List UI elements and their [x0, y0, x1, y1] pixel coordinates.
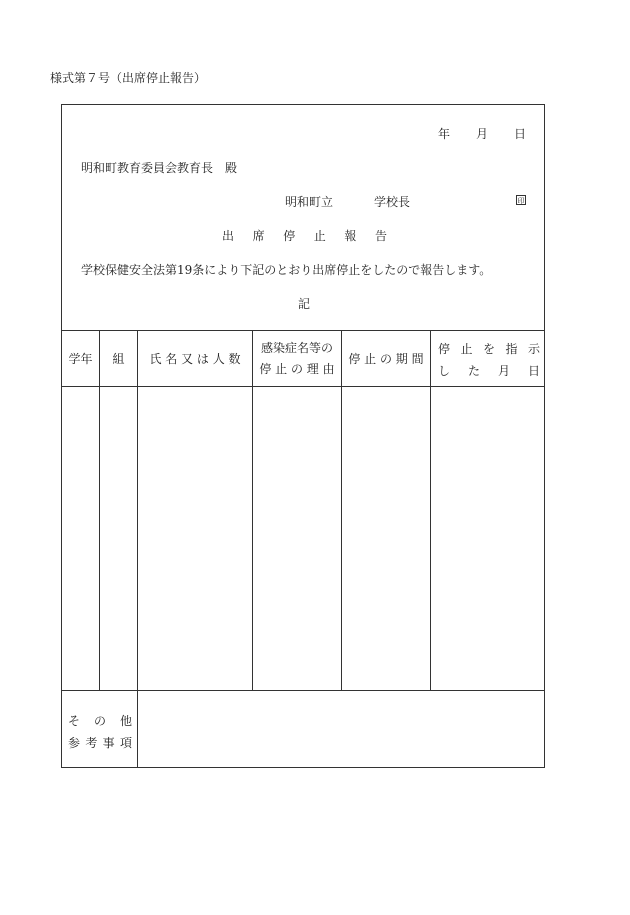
header-directed-char: 指	[505, 342, 518, 356]
header-directed-char: 示	[527, 342, 540, 356]
remarks-char: 参	[68, 736, 81, 750]
title-char: 報	[344, 229, 357, 243]
remarks-char: そ	[68, 714, 81, 728]
year-label: 年	[438, 127, 451, 141]
title-char: 停	[283, 229, 296, 243]
remarks-char: 他	[119, 714, 132, 728]
header-directed-char: 停	[438, 342, 451, 356]
addressee: 明和町教育委員会教育長 殿	[81, 161, 238, 175]
header-directed-char: た	[467, 364, 480, 378]
entry-period-cell[interactable]	[343, 388, 429, 689]
header-bottom-border	[62, 386, 544, 387]
remarks-char: 事	[102, 736, 115, 750]
remarks-char: の	[93, 714, 106, 728]
report-form	[61, 104, 545, 768]
entry-grade-cell[interactable]	[63, 388, 98, 689]
header-disease-reason	[253, 331, 341, 386]
header-name-or-count: 氏 名 又 は 人 数	[149, 352, 241, 366]
month-label: 月	[475, 127, 488, 141]
header-directed-char: し	[438, 364, 451, 378]
header-directed-char: 月	[497, 364, 510, 378]
entry-date-cell[interactable]	[432, 388, 543, 689]
title-char: 止	[313, 229, 326, 243]
title-char: 出	[222, 229, 235, 243]
header-disease-line2: 停 止 の 理 由	[259, 361, 335, 376]
header-directed-char: 日	[527, 364, 540, 378]
report-title	[222, 227, 387, 244]
ki-label: 記	[298, 297, 311, 311]
remarks-entry-cell[interactable]	[139, 692, 543, 766]
remarks-char: 項	[119, 736, 132, 750]
day-label: 日	[513, 127, 526, 141]
entry-class-cell[interactable]	[101, 388, 136, 689]
header-directed-date	[438, 340, 540, 384]
principal-label: 学校長	[374, 195, 411, 209]
form-number: 様式第７号（出席停止報告）	[50, 71, 207, 85]
body-text: 学校保健安全法第19条により下記のとおり出席停止をしたので報告します。	[81, 263, 492, 277]
remarks-top-border	[62, 690, 544, 691]
date-line	[438, 125, 526, 142]
title-char: 告	[374, 229, 387, 243]
header-directed-char: 止	[460, 342, 473, 356]
header-directed-char: を	[482, 342, 495, 356]
remarks-char: 考	[85, 736, 98, 750]
column-divider	[137, 330, 138, 767]
seal-mark: 印	[517, 197, 525, 205]
entry-reason-cell[interactable]	[254, 388, 340, 689]
header-period: 停 止 の 期 間	[348, 352, 424, 366]
school-name-label: 明和町立	[285, 195, 334, 209]
column-divider	[430, 330, 431, 690]
remarks-label	[68, 712, 132, 756]
title-char: 席	[252, 229, 265, 243]
header-grade: 学年	[68, 352, 93, 366]
entry-name-cell[interactable]	[139, 388, 251, 689]
header-class: 組	[112, 352, 125, 366]
header-disease-line1: 感染症名等の	[260, 340, 333, 355]
